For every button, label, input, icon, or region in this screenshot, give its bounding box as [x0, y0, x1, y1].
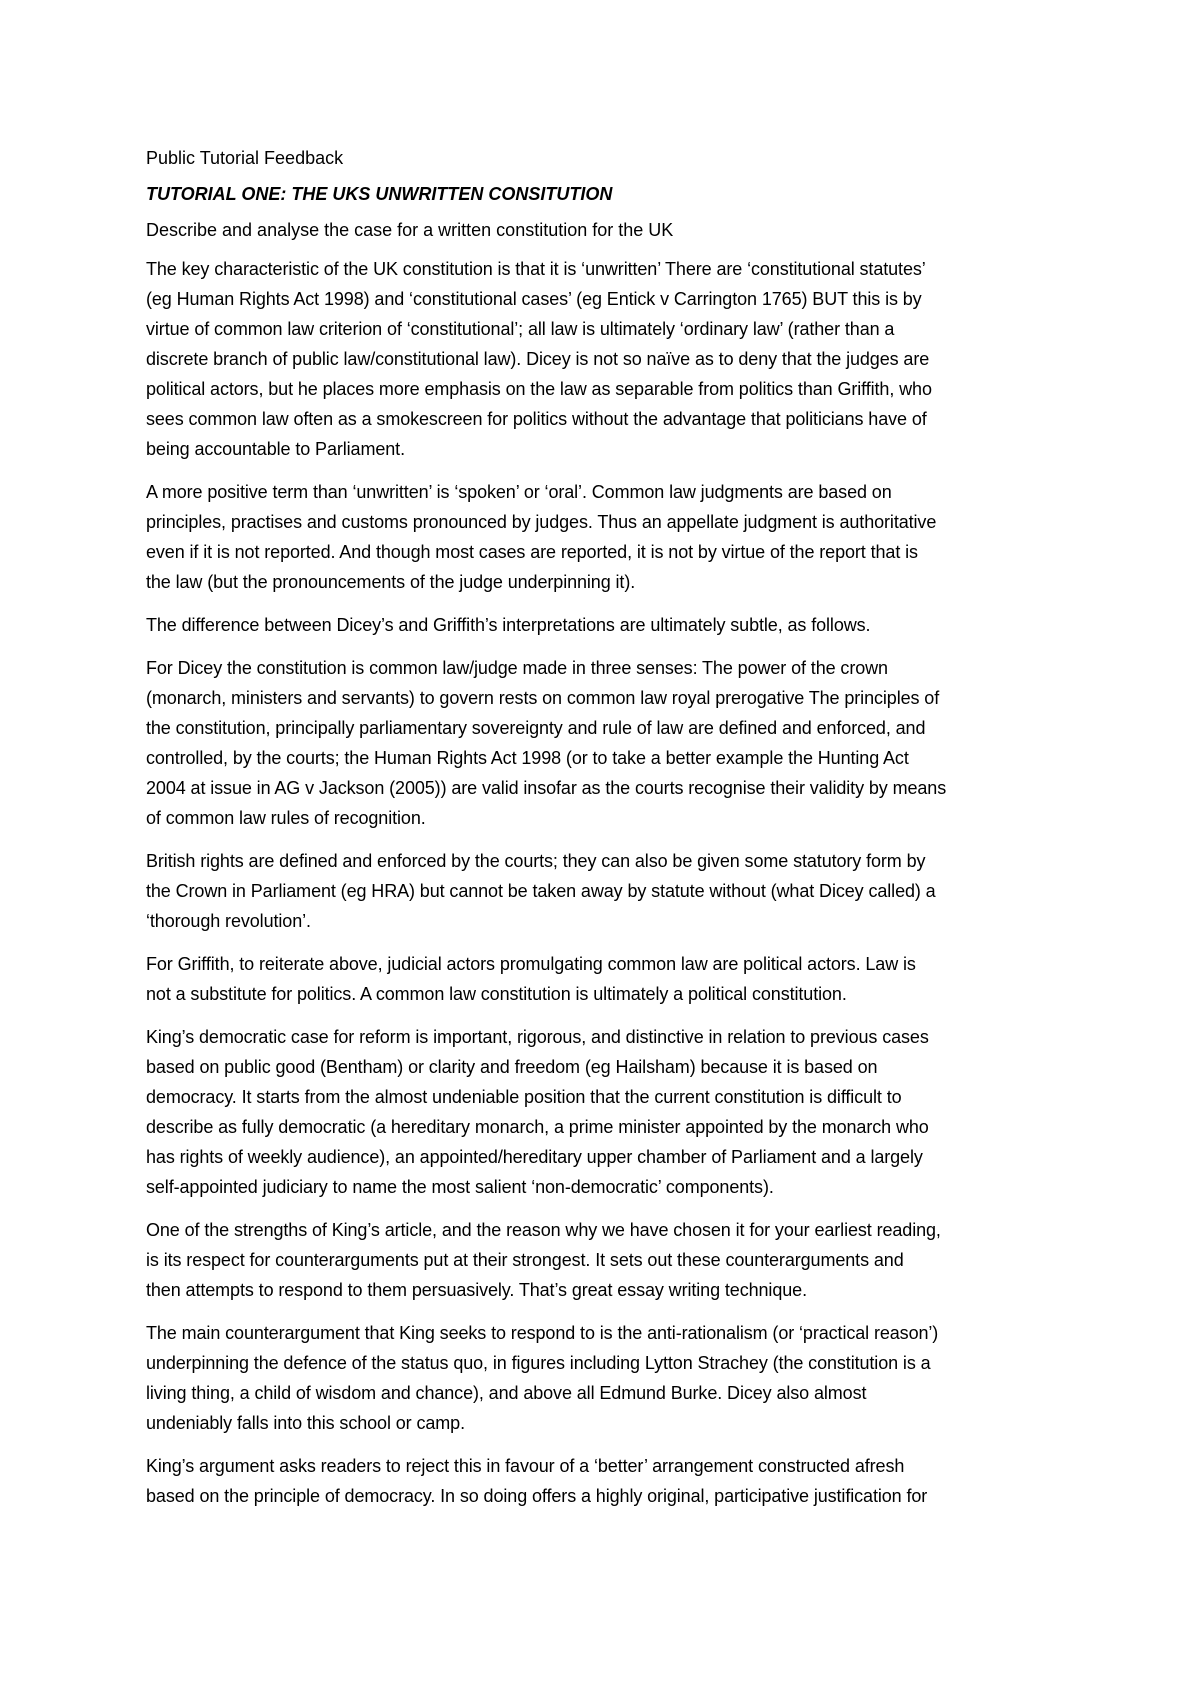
paragraph-line: (eg Human Rights Act 1998) and ‘constitutional cases’ (eg Entick v Carrington 1765) BUT this is by — [146, 289, 922, 309]
paragraph-line: democracy. It starts from the almost undeniable position that the current constitution is difficult to — [146, 1087, 902, 1107]
paragraph-line: self-appointed judiciary to name the most salient ‘non-democratic’ components). — [146, 1177, 774, 1197]
paragraph-line: principles, practises and customs pronounced by judges. Thus an appellate judgment is authoritative — [146, 512, 937, 532]
paragraph-line: For Griffith, to reiterate above, judicial actors promulgating common law are political actors. Law is — [146, 954, 916, 974]
body-paragraph — [146, 949, 1058, 1009]
paragraph-line: living thing, a child of wisdom and chance), and above all Edmund Burke. Dicey also almost — [146, 1383, 867, 1403]
paragraph-line: underpinning the defence of the status quo, in figures including Lytton Strachey (the constitution is a — [146, 1353, 931, 1373]
paragraph-line: sees common law often as a smokescreen for politics without the advantage that politicians have of — [146, 409, 927, 429]
paragraph-line: the constitution, principally parliamentary sovereignty and rule of law are defined and enforced, and — [146, 718, 926, 738]
paragraph-line: the law (but the pronouncements of the judge underpinning it). — [146, 572, 636, 592]
paragraph-line: even if it is not reported. And though most cases are reported, it is not by virtue of the report that is — [146, 542, 918, 562]
paragraph-line: undeniably falls into this school or camp. — [146, 1413, 465, 1433]
paragraph-line: political actors, but he places more emphasis on the law as separable from politics than Griffith, who — [146, 379, 932, 399]
paragraph-line: based on public good (Bentham) or clarity and freedom (eg Hailsham) because it is based on — [146, 1057, 878, 1077]
body-paragraph — [146, 1318, 1058, 1438]
paragraph-line: King’s democratic case for reform is important, rigorous, and distinctive in relation to previous cases — [146, 1027, 929, 1047]
tutorial-heading: TUTORIAL ONE: THE UKS UNWRITTEN CONSITUTION — [146, 184, 613, 204]
body-paragraph — [146, 846, 1058, 936]
body-paragraph — [146, 477, 1058, 597]
paragraph-line: of common law rules of recognition. — [146, 808, 426, 828]
paragraph-line: For Dicey the constitution is common law/judge made in three senses: The power of the crown — [146, 658, 888, 678]
paragraph-line: not a substitute for politics. A common law constitution is ultimately a political constitution. — [146, 984, 847, 1004]
body-paragraph — [146, 610, 1058, 640]
body-paragraph — [146, 653, 1058, 833]
paragraph-line: based on the principle of democracy. In so doing offers a highly original, participative justification for — [146, 1486, 928, 1506]
body-paragraph — [146, 1022, 1058, 1202]
paragraph-line: has rights of weekly audience), an appointed/hereditary upper chamber of Parliament and a largely — [146, 1147, 923, 1167]
paragraph-line: then attempts to respond to them persuasively. That’s great essay writing technique. — [146, 1280, 807, 1300]
body-paragraph — [146, 1215, 1058, 1305]
document-page — [146, 146, 1058, 1524]
paragraph-line: The main counterargument that King seeks to respond to is the anti-rationalism (or ‘practical reason’) — [146, 1323, 939, 1343]
paragraph-line: describe as fully democratic (a hereditary monarch, a prime minister appointed by the monarch who — [146, 1117, 929, 1137]
paragraph-line: 2004 at issue in AG v Jackson (2005)) are valid insofar as the courts recognise their validity by means — [146, 778, 947, 798]
paragraph-line: (monarch, ministers and servants) to govern rests on common law royal prerogative The principles of — [146, 688, 940, 708]
paragraph-line: discrete branch of public law/constitutional law). Dicey is not so naïve as to deny that the judges are — [146, 349, 930, 369]
paragraph-line: virtue of common law criterion of ‘constitutional’; all law is ultimately ‘ordinary law’ (rather than a — [146, 319, 895, 339]
body-paragraphs — [146, 254, 1058, 1511]
paragraph-line: The key characteristic of the UK constitution is that it is ‘unwritten’ There are ‘constitutional statutes’ — [146, 259, 926, 279]
paragraph-line: the Crown in Parliament (eg HRA) but cannot be taken away by statute without (what Dicey called) a — [146, 881, 936, 901]
paragraph-line: British rights are defined and enforced by the courts; they can also be given some statutory form by — [146, 851, 926, 871]
paragraph-line: One of the strengths of King’s article, and the reason why we have chosen it for your earliest reading, — [146, 1220, 941, 1240]
paragraph-line: King’s argument asks readers to reject this in favour of a ‘better’ arrangement constructed afresh — [146, 1456, 905, 1476]
body-paragraph — [146, 1451, 1058, 1511]
paragraph-line: ‘thorough revolution’. — [146, 911, 311, 931]
document-title: Public Tutorial Feedback — [146, 148, 344, 168]
paragraph-line: is its respect for counterarguments put at their strongest. It sets out these counterarguments and — [146, 1250, 904, 1270]
paragraph-line: controlled, by the courts; the Human Rights Act 1998 (or to take a better example the Hunting Act — [146, 748, 909, 768]
body-paragraph — [146, 254, 1058, 464]
paragraph-line: The difference between Dicey’s and Griffith’s interpretations are ultimately subtle, as follows. — [146, 615, 871, 635]
paragraph-line: being accountable to Parliament. — [146, 439, 405, 459]
paragraph-line: A more positive term than ‘unwritten’ is ‘spoken’ or ‘oral’. Common law judgments are based on — [146, 482, 892, 502]
tutorial-question: Describe and analyse the case for a written constitution for the UK — [146, 220, 674, 240]
